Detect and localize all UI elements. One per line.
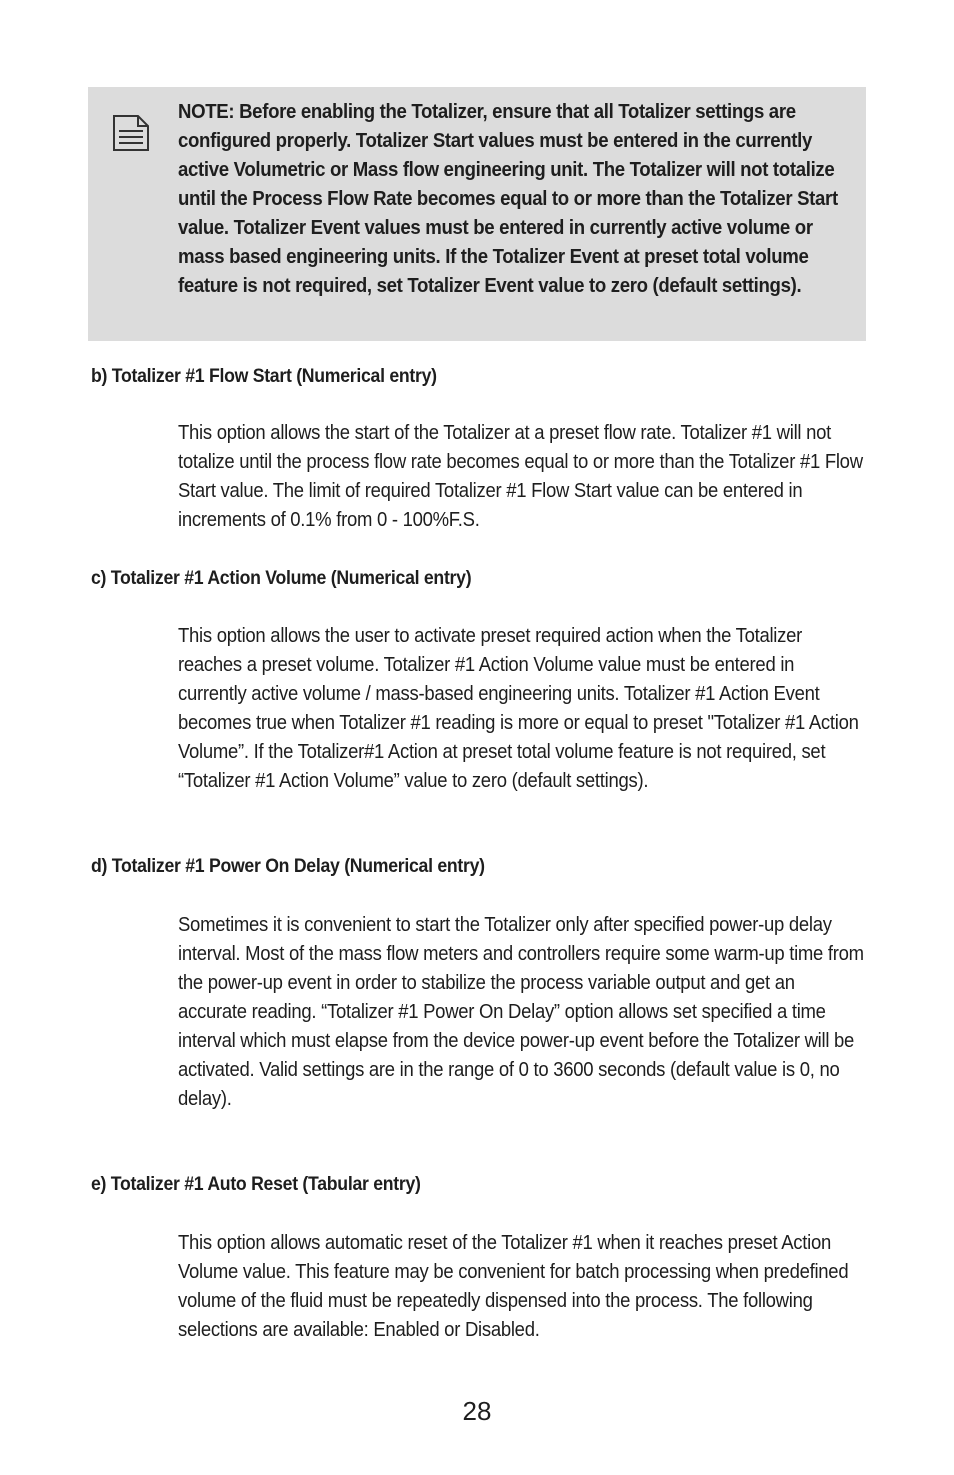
section-heading-action-volume: c) Totalizer #1 Action Volume (Numerical entry) — [91, 568, 472, 589]
note-text: NOTE: Before enabling the Totalizer, ensure that all Totalizer settings are configured properly. Totalizer Start values must be entered in the currently active Volumetric or Mass flow engineering unit. The Totalizer will not totalize until the Process Flow Rate becomes equal to or more than the Totalizer Start value. Totalizer Event values must be entered in currently active volume or mass based engineering units. If the Totalizer Event at preset total volume feature is not required, set Totalizer Event value to zero (default settings). — [178, 101, 838, 297]
section-body-auto-reset: This option allows automatic reset of the Totalizer #1 when it reaches preset Action Volume value. This feature may be convenient for batch processing when predefined volume of the fluid must be repeatedly dispensed into the process. The following selections are available: Enabled or Disabled. — [178, 1232, 849, 1341]
section-heading-auto-reset: e) Totalizer #1 Auto Reset (Tabular entry) — [91, 1174, 421, 1195]
note-box — [88, 87, 866, 341]
section-body-flow-start: This option allows the start of the Totalizer at a preset flow rate. Totalizer #1 will not totalize until the process flow rate becomes equal to or more than the Totalizer #1 Flow Start value. The limit of required Totalizer #1 Flow Start value can be entered in increments of 0.1% from 0 - 100%F.S. — [178, 422, 863, 531]
section-body-power-on-delay: Sometimes it is convenient to start the Totalizer only after specified power-up delay interval. Most of the mass flow meters and controllers require some warm-up time from the power-up event in order to stabilize the process variable output and get an accurate reading. “Totalizer #1 Power On Delay” option allows set specified a time interval which must elapse from the device power-up event before the Totalizer will be activated. Valid settings are in the range of 0 to 3600 seconds (default value is 0, no delay). — [178, 914, 864, 1110]
section-heading-power-on-delay: d) Totalizer #1 Power On Delay (Numerical entry) — [91, 856, 485, 877]
page-number: 28 — [462, 1396, 492, 1426]
section-heading-flow-start: b) Totalizer #1 Flow Start (Numerical entry) — [91, 366, 437, 387]
section-body-action-volume: This option allows the user to activate preset required action when the Totalizer reaches a preset volume. Totalizer #1 Action Volume value must be entered in currently active volume / mass-based engineering units. Totalizer #1 Action Event becomes true when Totalizer #1 reading is more or equal to preset "Totalizer #1 Action Volume”. If the Totalizer#1 Action at preset total volume feature is not required, set “Totalizer #1 Action Volume” value to zero (default settings). — [178, 625, 859, 792]
note-document-icon — [110, 113, 152, 153]
